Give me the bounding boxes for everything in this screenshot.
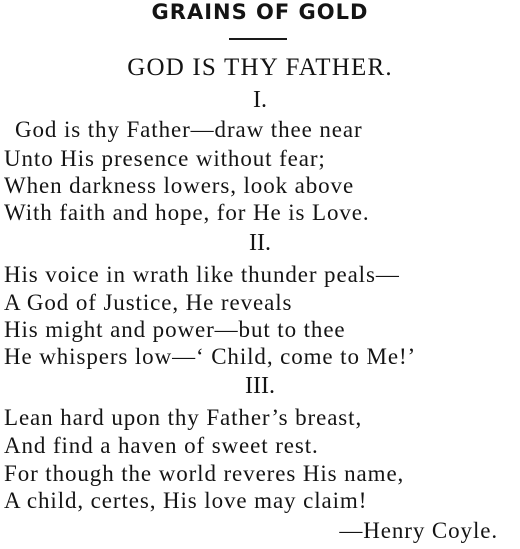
stanza-3-line-4: A child, certes, His love may claim! — [4, 488, 368, 513]
stanza-2-line-3: His might and power—but to thee — [4, 317, 346, 342]
stanza-1-line-4: With faith and hope, for He is Love. — [4, 200, 370, 225]
stanza-3-line-2: And find a haven of sweet rest. — [4, 433, 319, 458]
stanza-2-line-1: His voice in wrath like thunder peals— — [4, 262, 400, 287]
stanza-3-numeral: III. — [245, 373, 275, 399]
stanza-3-line-3: For though the world reveres His name, — [4, 461, 405, 486]
stanza-2-line-4: He whispers low—‘ Child, come to Me!’ — [4, 344, 417, 369]
stanza-2-line-2: A God of Justice, He reveals — [4, 290, 293, 315]
stanza-1-line-3: When darkness lowers, look above — [4, 173, 355, 198]
stanza-1-line-2: Unto His presence without fear; — [4, 146, 326, 171]
stanza-3-line-1: Lean hard upon thy Father’s breast, — [4, 405, 363, 430]
column-header: GRAINS OF GOLD — [151, 0, 369, 24]
poem-title: GOD IS THY FATHER. — [127, 54, 393, 81]
stanza-1-numeral: I. — [253, 87, 267, 113]
author-attribution: —Henry Coyle. — [339, 518, 498, 543]
stanza-2-numeral: II. — [249, 230, 271, 256]
header-rule — [229, 38, 287, 40]
stanza-1-line-1: God is thy Father—draw thee near — [15, 117, 363, 142]
